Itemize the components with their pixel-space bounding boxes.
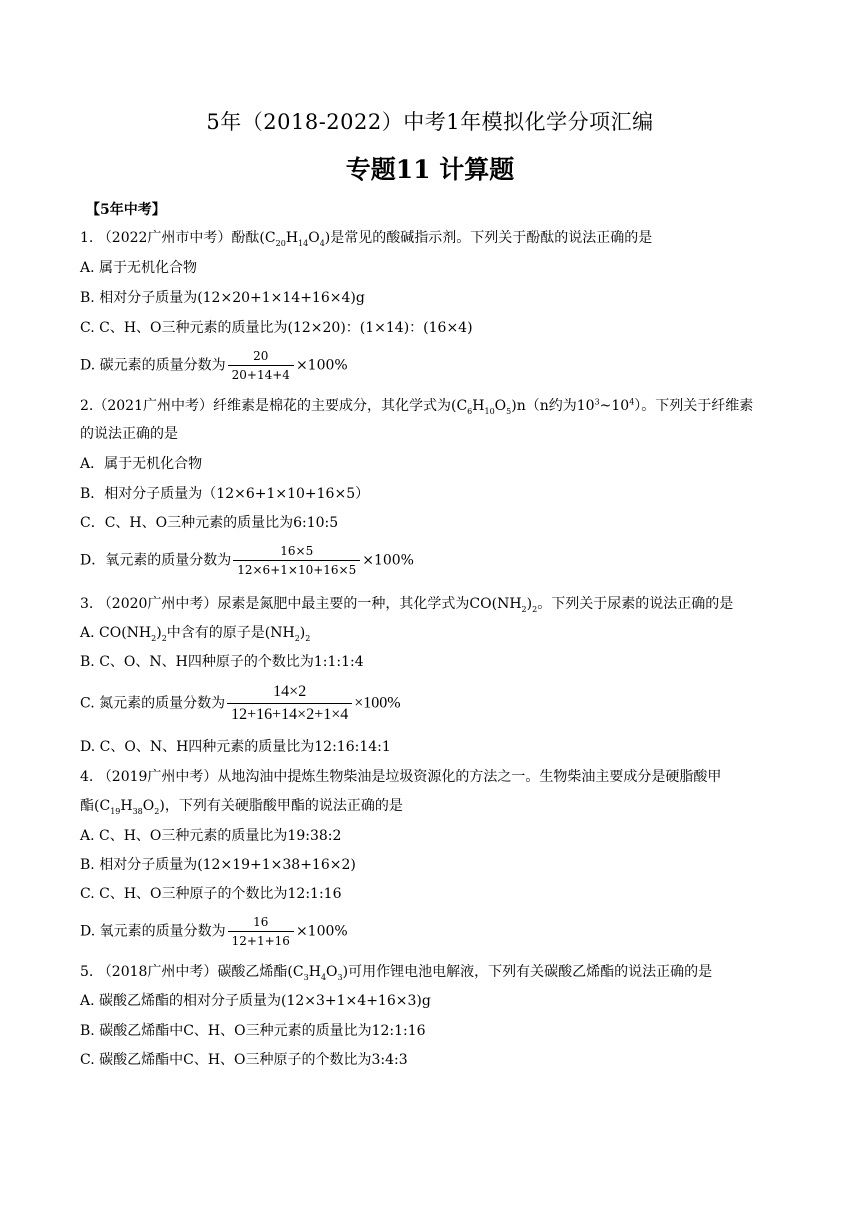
q3-fraction: $\frac{14\times 2}{12+16+14\times 2+1\times 4}$ — [227, 682, 352, 725]
topic-title: 专题11 计算题 — [345, 155, 515, 184]
q2-fraction: $\frac{16\times 5}{12\times 6+1\times 10+16\times 5}$ — [233, 543, 360, 578]
q4-fraction: $\frac{16}{12+1+16}$ — [228, 914, 294, 949]
q2-option-a: A．属于无机化合物 — [80, 456, 203, 472]
q5-option-c: C. 碳酸乙烯酯中C、H、O三种原子的个数比为3:4:3 — [80, 1052, 408, 1068]
q3-option-a: A. $CO(NH_2)_2$中含有的原子是$(NH_2)_2$ — [80, 625, 311, 643]
q2-option-b: B．相对分子质量为（12×6+1×10+16×5） — [80, 486, 370, 502]
q1-stem: 1. （2022广州市中考）酚酞$(C_{20}H_{14}O_4)$是常见的酸碱指示剂。下列关于酚酞的说法正确的是 — [80, 230, 653, 248]
q3-option-c: C. 氮元素的质量分数为 $\frac{14\times 2}{12+16+14\times 2+1\times 4}$ ×100% — [80, 683, 401, 723]
q4-option-a: A. C、H、O三种元素的质量比为19:38:2 — [80, 828, 342, 844]
q3-stem: 3. （2020广州中考）尿素是氮肥中最主要的一种，其化学式为$CO(NH_2)_2$。下列关于尿素的说法正确的是 — [80, 596, 734, 614]
q5-option-b: B. 碳酸乙烯酯中C、H、O三种元素的质量比为12:1:16 — [80, 1023, 426, 1039]
q2-stem-line1: 2.（2021广州中考）纤维素是棉花的主要成分，其化学式为$(C_6H_{10}O_5)n(n$约为$10^3\sim 10^4$）。下列关于纤维素 — [80, 397, 754, 416]
q1-option-a: A. 属于无机化合物 — [80, 260, 198, 276]
q4-stem-line2: 酯$(C_{19}H_{38}O_2)$，下列有关硬脂酸甲酯的说法正确的是 — [80, 798, 403, 816]
q1-option-c: C. C、H、O三种元素的质量比为(12×20)：(1×14)：(16×4) — [80, 320, 473, 336]
q2-stem-line2: 的说法正确的是 — [80, 426, 178, 442]
q1-option-d: D. 碳元素的质量分数为 $\frac{20}{20+14+4}$ ×100% — [80, 349, 348, 382]
q5-stem: 5. （2018广州中考）碳酸乙烯酯$(C_3H_4O_3)$可用作锂电池电解液，下列有关碳酸乙烯酯的说法正确的是 — [80, 964, 713, 982]
q5-option-a: A. 碳酸乙烯酯的相对分子质量为(12×3+1×4+16×3)g — [80, 993, 431, 1009]
document-title: 5年（2018-2022）中考1年模拟化学分项汇编 — [206, 110, 654, 134]
q4-option-b: B. 相对分子质量为(12×19+1×38+16×2) — [80, 857, 356, 873]
q4-option-c: C. C、H、O三种原子的个数比为12:1:16 — [80, 886, 342, 902]
q1-option-b: B. 相对分子质量为(12×20+1×14+16×4)g — [80, 290, 365, 306]
q2-option-d: D．氧元素的质量分数为 $\frac{16\times 5}{12\times 6+1\times 10+16\times 5}$ ×100% — [80, 544, 414, 577]
q4-stem-line1: 4. （2019广州中考）从地沟油中提炼生物柴油是垃圾资源化的方法之一。生物柴油主要成分是硬脂酸甲 — [80, 769, 722, 785]
q1-fraction: $\frac{20}{20+14+4}$ — [228, 348, 294, 383]
section-label: 【5年中考】 — [86, 202, 166, 218]
q4-option-d: D. 氧元素的质量分数为 $\frac{16}{12+1+16}$ ×100% — [80, 915, 348, 948]
q3-option-b: B. C、O、N、H四种原子的个数比为1:1:1:4 — [80, 654, 364, 670]
q2-option-c: C．C、H、O三种元素的质量比为6:10:5 — [80, 515, 339, 531]
q3-option-d: D. C、O、N、H四种元素的质量比为12:16:14:1 — [80, 739, 391, 755]
